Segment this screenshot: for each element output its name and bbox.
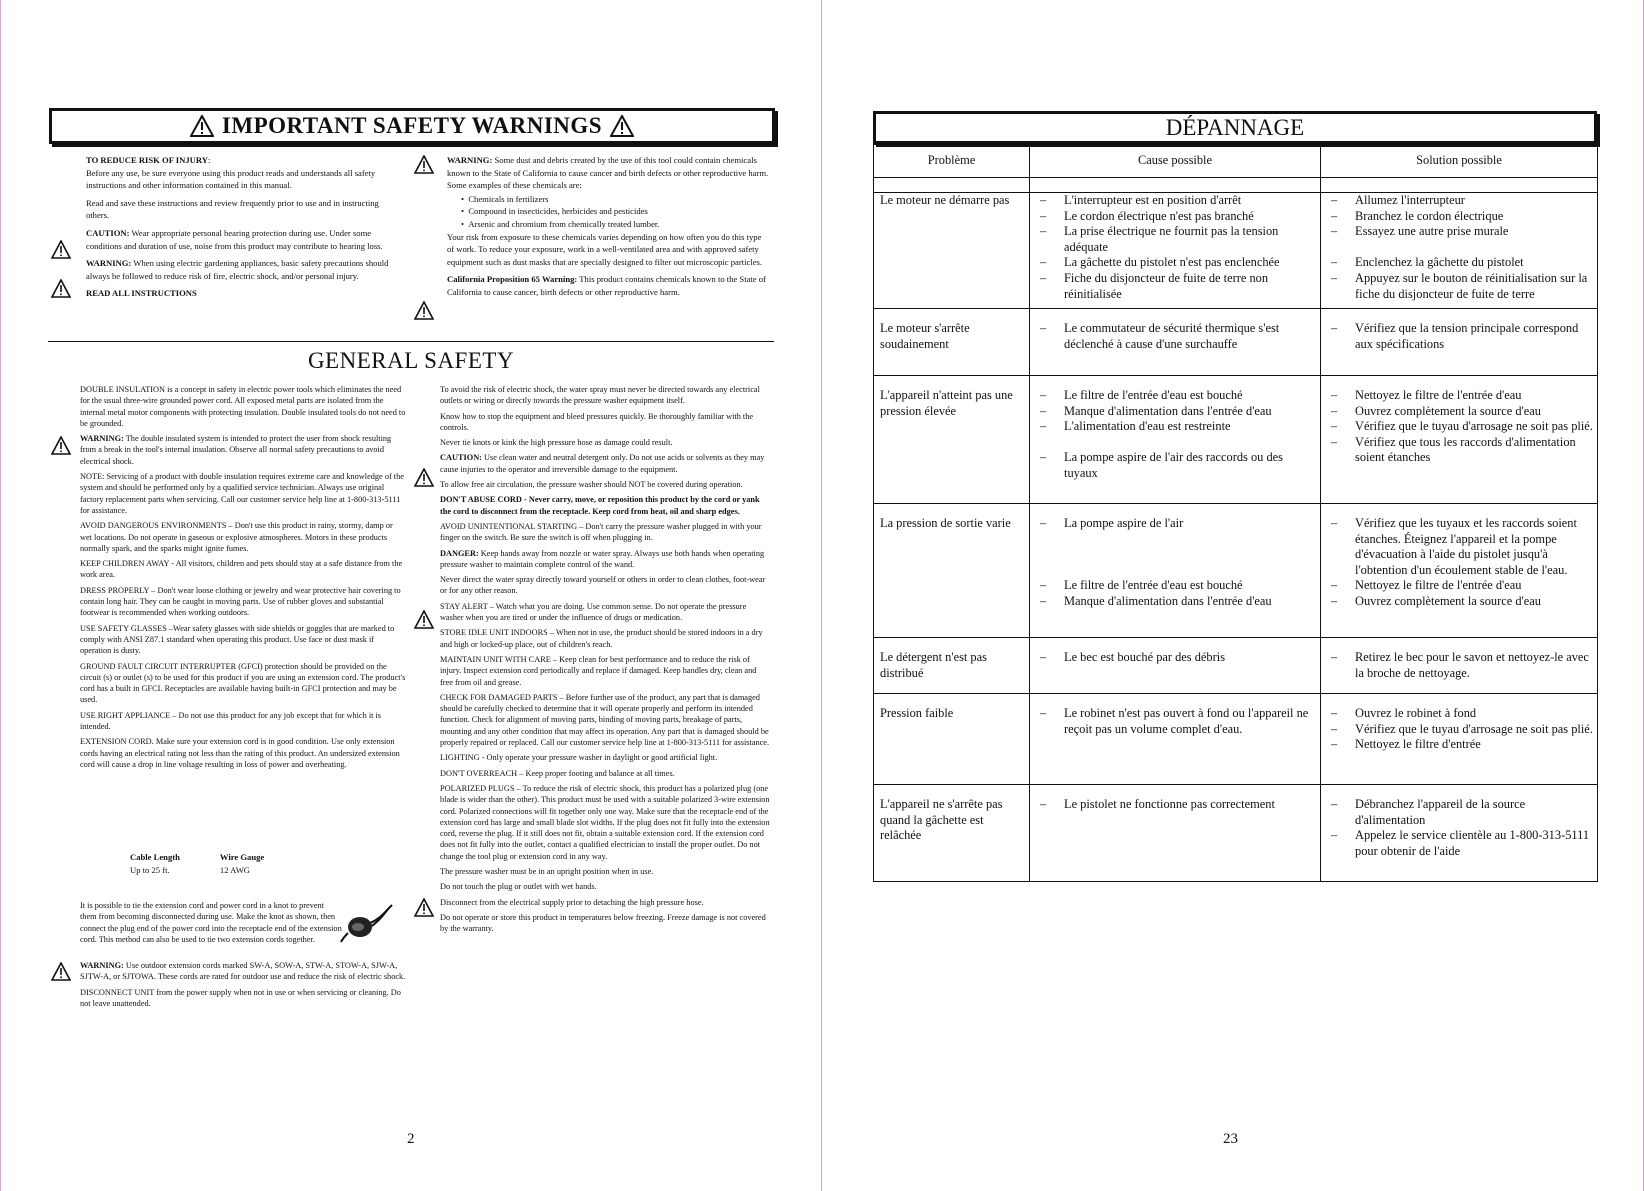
safety-warnings-banner bbox=[49, 108, 775, 144]
solution-cell: – Débranchez l'appareil de la source d'alimentation – Appelez le service clientèle au 1-800-313-5111 pour obtenir de l'aide bbox=[1321, 785, 1598, 882]
table-row bbox=[874, 193, 1598, 309]
warning-label: WARNING: bbox=[80, 434, 124, 444]
never-direct-spray: Never direct the water spray directly toward yourself or others in order to clean clothes, foot-wear or for any other reason. bbox=[440, 575, 766, 596]
warning-triangle-icon bbox=[51, 962, 71, 981]
disconnect-unit: DISCONNECT UNIT from the power supply when not in use or when servicing or cleaning. Do not leave unattended. bbox=[80, 987, 401, 1008]
troubleshooting-title: DÉPANNAGE bbox=[873, 111, 1597, 144]
problem-cell: Le moteur ne démarre pas bbox=[874, 193, 1030, 309]
chem-list bbox=[447, 193, 769, 231]
warning-triangle-icon bbox=[51, 279, 71, 298]
page-number-left: 2 bbox=[407, 1131, 415, 1147]
detergent-caution: Use clean water and neutral detergent only. Do not use acids or solvents as they may cause injuries to the operator and irreversible damage to the equipment. bbox=[440, 453, 765, 474]
table-row bbox=[874, 376, 1598, 504]
dangerous-environments: AVOID DANGEROUS ENVIRONMENTS – Don't use this product in rainy, stormy, damp or wet locations. Do not operate in gaseous or explosive atmospheres. Motors in these products normally spark, and the sparks might ignite fumes. bbox=[80, 521, 393, 553]
cause-cell: – Le pistolet ne fonctionne pas correctement bbox=[1030, 785, 1321, 882]
troubleshooting-table bbox=[873, 144, 1598, 882]
banner-title: IMPORTANT SAFETY WARNINGS bbox=[221, 113, 603, 138]
warning-text: When using electric gardening appliances, basic safety precautions should always be followed to reduce risk of fire, electric shock, and/or personal injury. bbox=[86, 258, 389, 281]
double-insulation-warning: The double insulated system is intended to protect the user from shock resulting from a break in the tool's internal insulation. Observe all normal safety precautions to avoid electrical shock. bbox=[80, 434, 392, 466]
lighting: LIGHTING - Only operate your pressure washer in daylight or good artificial light. bbox=[440, 753, 718, 763]
wire-gauge-header: Wire Gauge bbox=[219, 852, 265, 862]
header-cause: Cause possible bbox=[1030, 145, 1321, 178]
maintain-unit: MAINTAIN UNIT WITH CARE – Keep clean for best performance and to reduce the risk of injury. Inspect extension cord periodically and replace if damaged. Keep handles dry, clean and free from oil and grease. bbox=[440, 654, 757, 687]
cause-cell: – Le commutateur de sécurité thermique s'est déclenché à cause d'une surchauffe bbox=[1030, 309, 1321, 376]
cord-knot-text: It is possible to tie the extension cord and power cord in a knot to prevent them from becoming disconnected during use. Make the knot as shown, then connect the plug end of the power cord into the receptacle end of the extension cord. This method can also be used to tie two extension cords together. bbox=[80, 901, 342, 944]
table-row bbox=[874, 785, 1598, 882]
caution-label: CAUTION: bbox=[86, 227, 130, 238]
chem-risk-text: Your risk from exposure to these chemicals varies depending on how often you do this type of work. To reduce your exposure, work in a well-ventilated area and with approved safety equipment such as dust masks that are specially designed to filter out microscopic particles. bbox=[447, 231, 763, 267]
problem-cell: Le détergent n'est pas distribué bbox=[874, 638, 1030, 694]
warning-label: WARNING: bbox=[80, 961, 124, 970]
cable-length-header: Cable Length bbox=[130, 852, 180, 862]
safety-left-column: TO REDUCE RISK OF INJURY: Before any use, be sure everyone using this product reads and understands all safety instructions and other information contained in this manual. Read and save these instructions and review frequently prior to use and in instructing others. CAUTION: Wear appropriate personal hearing protection during use. Under some conditions and duration of use, noise from this product may contribute to hearing loss. WARNING: When using electric gardening appliances, basic safety precautions should always be followed to reduce risk of fire, electric shock, and/or personal injury. READ ALL INSTRUCTIONS bbox=[86, 154, 404, 305]
air-circulation: To allow free air circulation, the pressure washer should NOT be covered during operation. bbox=[440, 480, 743, 490]
page-edge-left bbox=[0, 0, 1, 1191]
warning-triangle-icon bbox=[610, 115, 634, 137]
danger-triangle-icon bbox=[414, 610, 434, 629]
avoid-unintentional-starting: AVOID UNINTENTIONAL STARTING – Don't carry the pressure washer plugged in with your finger on the switch. Be sure the switch is off when plugging in. bbox=[440, 521, 762, 543]
safety-glasses: USE SAFETY GLASSES –Wear safety glasses with side shields or goggles that are marked to comply with ANSI Z87.1 standard when operating this product. Use face or dust mask if operation is dusty. bbox=[80, 623, 395, 656]
page-number-right: 23 bbox=[1223, 1131, 1238, 1147]
disconnect-supply: Disconnect from the electrical supply prior to detaching the high pressure hose. bbox=[440, 897, 704, 907]
header-probleme: Problème bbox=[874, 145, 1030, 178]
polarized-plugs: POLARIZED PLUGS – To reduce the risk of electric shock, this product has a polarized plug (one blade is wider than the other). This product must be used with a suitable polarized 3-wire extension cord. Polarized connections will fit together only one way. Make sure that the receptacle end of the extension cord has large and small blade slot widths. If the plug does not fit fully into the extension cord, reverse the plug. If it still does not fit, obtain a suitable extension cord. If the extension cord does not fit fully into the outlet, contact a qualified electrician to install the proper outlet. Do not change the tool plug or extension cord in any way. bbox=[440, 783, 770, 861]
cause-cell: – La pompe aspire de l'air – Le filtre de l'entrée d'eau est bouché – Manque d'alimentation dans l'entrée d'eau bbox=[1030, 504, 1321, 638]
general-safety-left-column bbox=[80, 384, 406, 774]
never-tie-knots: Never tie knots or kink the high pressure hose as damage could result. bbox=[440, 438, 673, 448]
table-row bbox=[874, 638, 1598, 694]
read-save-text: Read and save these instructions and review frequently prior to use and in instructing others. bbox=[86, 197, 379, 221]
caution-text: Wear appropriate personal hearing protection during use. Under some conditions and duration of use, noise from this product may contribute to hearing loss. bbox=[86, 227, 383, 251]
water-spray-text: To avoid the risk of electric shock, the water spray must never be directed towards any electrical outlets or wiring or directly towards the pressure washer equipment itself. bbox=[440, 385, 760, 406]
extension-cord: EXTENSION CORD. Make sure your extension cord is in good condition. Use only extension cords having an electrical rating not less than the rating of this product. An undersized extension cord will cause a drop in line voltage resulting in loss of power and overheating. bbox=[80, 737, 400, 769]
page-divider bbox=[821, 0, 822, 1191]
table-row bbox=[874, 504, 1598, 638]
general-safety-left-bottom bbox=[80, 960, 406, 1013]
header-solution: Solution possible bbox=[1321, 145, 1598, 178]
servicing-note: NOTE: Servicing of a product with double insulation requires extreme care and knowledge of the system and should be performed only by a qualified service technician. Always use original factory replacement parts when servicing. Call our customer service help line at 1-800-313-5111 for assistance. bbox=[80, 472, 404, 515]
caution-triangle-icon bbox=[414, 468, 434, 487]
outdoor-cord-warning: Use outdoor extension cords marked SW-A, SOW-A, STW-A, STOW-A, SJW-A, SJTW-A, or SJTOWA. These cords are rated for outdoor use and reduce the risk of electric shock. bbox=[80, 961, 406, 982]
wet-hands: Do not touch the plug or outlet with wet hands. bbox=[440, 882, 597, 892]
section-divider bbox=[48, 341, 774, 342]
solution-cell: – Allumez l'interrupteur – Branchez le cordon électrique – Essayez une autre prise murale – Enclenchez la gâchette du pistolet – Appuyez sur le bouton de réinitialisation sur la fiche du disjoncteur de fuite de terre bbox=[1321, 193, 1598, 309]
warning-triangle-icon bbox=[414, 301, 434, 320]
warning-triangle-icon bbox=[190, 115, 214, 137]
problem-cell: L'appareil ne s'arrête pas quand la gâchette est relâchée bbox=[874, 785, 1030, 882]
cause-cell: – L'interrupteur est en position d'arrêt – Le cordon électrique n'est pas branché – La prise électrique ne fournit pas la tension adéquate – La gâchette du pistolet n'est pas enclenchée – Fiche du disjoncteur de fuite de terre non réinitialisée bbox=[1030, 193, 1321, 309]
keep-children-away: KEEP CHILDREN AWAY - All visitors, children and pets should stay at a safe distance from the work area. bbox=[80, 559, 403, 580]
solution-cell: – Retirez le bec pour le savon et nettoyez-le avec la broche de nettoyage. bbox=[1321, 638, 1598, 694]
list-item: • Compound in insecticides, herbicides and pesticides bbox=[461, 206, 648, 217]
solution-cell: – Vérifiez que la tension principale correspond aux spécifications bbox=[1321, 309, 1598, 376]
solution-cell: – Nettoyez le filtre de l'entrée d'eau – Ouvrez complètement la source d'eau – Vérifiez que le tuyau d'arrosage ne soit pas plié. – Vérifiez que tous les raccords d'alimentation soient étanches bbox=[1321, 376, 1598, 504]
wire-gauge-value: 12 AWG bbox=[219, 865, 251, 875]
store-idle-unit: STORE IDLE UNIT INDOORS – When not in use, the product should be stored indoors in a dry and high or locked-up place, out of children's reach. bbox=[440, 628, 763, 649]
list-item: • Arsenic and chromium from chemically treated lumber. bbox=[461, 218, 660, 229]
gfci-protection: GROUND FAULT CIRCUIT INTERRUPTER (GFCI) protection should be provided on the circuit (s) or outlet (s) to be used for this product if you are using an extension cord. The product's cord has a built in GFCI. Receptacles are available having built-in GFCI protection and may be used. bbox=[80, 661, 406, 705]
cable-gauge-table bbox=[128, 850, 304, 878]
danger-label: DANGER: bbox=[440, 548, 479, 558]
prop65-text: This product contains chemicals known to the State of California to cause cancer, birth defects or other reproductive harm. bbox=[447, 274, 766, 297]
dont-overreach: DON'T OVERREACH – Keep proper footing and balance at all times. bbox=[440, 768, 675, 778]
warning-triangle-icon bbox=[414, 898, 434, 917]
warning-label: WARNING: bbox=[86, 258, 132, 269]
solution-cell: – Ouvrez le robinet à fond – Vérifiez que le tuyau d'arrosage ne soit pas plié. – Nettoyez le filtre d'entrée bbox=[1321, 694, 1598, 785]
know-how-to-stop: Know how to stop the equipment and bleed pressures quickly. Be thoroughly familiar with the controls. bbox=[440, 411, 754, 432]
general-safety-title: GENERAL SAFETY bbox=[307, 348, 515, 373]
dress-properly: DRESS PROPERLY – Don't wear loose clothing or jewelry and wear protective hair covering to contain long hair. They can be caught in moving parts. Use of rubber gloves and substantial footwear is recommended when working outdoors. bbox=[80, 585, 401, 618]
cable-length-value: Up to 25 ft. bbox=[130, 865, 170, 875]
chem-warning-label: WARNING: bbox=[447, 155, 493, 165]
problem-cell: L'appareil n'atteint pas une pression élevée bbox=[874, 376, 1030, 504]
table-header-row bbox=[874, 145, 1598, 178]
general-safety-right-column bbox=[440, 384, 770, 938]
reduce-heading: TO REDUCE RISK OF INJURY bbox=[86, 155, 208, 165]
list-item: • Chemicals in fertilizers bbox=[461, 193, 549, 204]
dont-abuse-cord: DON'T ABUSE CORD - Never carry, move, or reposition this product by the cord or yank the cord to disconnect from the receptacle. Keep cord from heat, oil and sharp edges. bbox=[440, 495, 760, 516]
table-row bbox=[874, 309, 1598, 376]
caution-triangle-icon bbox=[51, 240, 71, 259]
problem-cell: Le moteur s'arrête soudainement bbox=[874, 309, 1030, 376]
freeze-damage: Do not operate or store this product in temperatures below freezing. Freeze damage is not covered by the warranty. bbox=[440, 912, 766, 934]
reduce-text: Before any use, be sure everyone using this product reads and understands all safety instructions and other information contained in this manual. bbox=[86, 167, 376, 191]
problem-cell: La pression de sortie varie bbox=[874, 504, 1030, 638]
double-insulation-text: DOUBLE INSULATION is a concept in safety in electric power tools which eliminates the need for the usual three-wire grounded power cord. All exposed metal parts are isolated from the internal metal motor components with protecting insulation. Double insulated tools do not need to be grounded. bbox=[80, 385, 406, 428]
cause-cell: – Le filtre de l'entrée d'eau est bouché – Manque d'alimentation dans l'entrée d'eau – L'alimentation d'eau est restreinte – La pompe aspire de l'air des raccords ou des tuyaux bbox=[1030, 376, 1321, 504]
problem-cell: Pression faible bbox=[874, 694, 1030, 785]
read-all-instructions: READ ALL INSTRUCTIONS bbox=[86, 288, 197, 299]
danger-text: Keep hands away from nozzle or water spray. Always use both hands when operating pressure washer to maintain complete control of the wand. bbox=[440, 548, 765, 569]
warning-triangle-icon bbox=[414, 155, 434, 174]
prop65-label: California Proposition 65 Warning: bbox=[447, 274, 578, 285]
warning-triangle-icon bbox=[51, 436, 71, 455]
chem-warning-text: Some dust and debris created by the use of this tool could contain chemicals known to the State of California to cause cancer and birth defects or other reproductive harm. Some examples of these chemicals are: bbox=[447, 155, 769, 191]
stay-alert: STAY ALERT – Watch what you are doing. Use common sense. Do not operate the pressure washer when you are tired or under the influence of drugs or medication. bbox=[440, 601, 747, 623]
upright-position: The pressure washer must be in an upright position when in use. bbox=[440, 866, 654, 876]
cord-knot-illustration bbox=[340, 903, 396, 943]
solution-cell: – Vérifiez que les tuyaux et les raccords soient étanches. Éteignez l'appareil et la pompe d'évacuation à l'aide du pistolet jusqu'à l'obtention d'un écoulement stable de l'eau. – Nettoyez le filtre de l'entrée d'eau – Ouvrez complètement la source d'eau bbox=[1321, 504, 1598, 638]
chemical-warning-column bbox=[447, 154, 769, 304]
table-row bbox=[874, 694, 1598, 785]
check-damaged-parts: CHECK FOR DAMAGED PARTS – Before further use of the product, any part that is damaged should be carefully checked to determine that it will operate properly and perform its intended function. Check for alignment of moving parts, binding of moving parts, breakage of parts, mounting and any other condition that may affect its operation. Any part that is damaged should be properly repaired or replaced. Call our customer service help line at 1-800-313-5111 for assistance. bbox=[440, 692, 770, 748]
cause-cell: – Le bec est bouché par des débris bbox=[1030, 638, 1321, 694]
caution-label: CAUTION: bbox=[440, 453, 482, 463]
cause-cell: – Le robinet n'est pas ouvert à fond ou l'appareil ne reçoit pas un volume complet d'eau. bbox=[1030, 694, 1321, 785]
right-appliance: USE RIGHT APPLIANCE – Do not use this product for any job except that for which it is intended. bbox=[80, 710, 382, 732]
